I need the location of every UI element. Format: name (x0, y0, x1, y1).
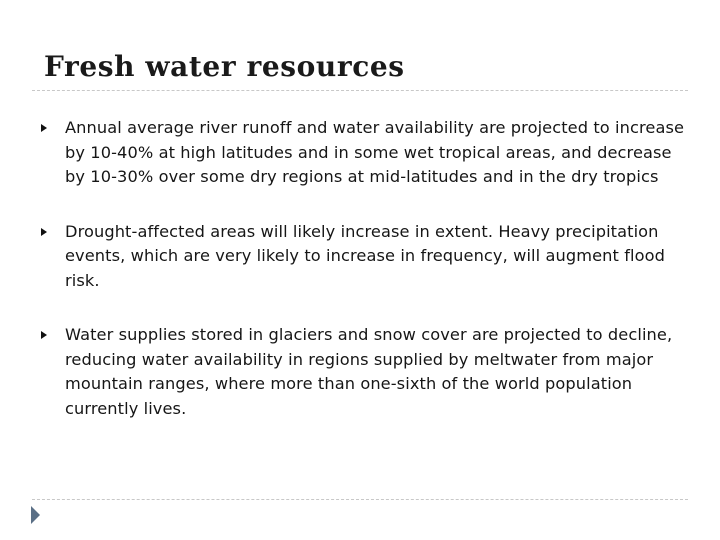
bullet-item (38, 323, 686, 421)
bullet-text: Drought-affected areas will likely increase in extent. Heavy precipitation events, which are very likely to increase in frequency, will augment flood risk. (65, 221, 665, 290)
bullet-item (38, 220, 686, 294)
bullet-text: Water supplies stored in glaciers and snow cover are projected to decline, reducing water availability in regions supplied by meltwater from major mountain ranges, where more than one-sixth of the world population currently lives. (65, 325, 673, 418)
bullet-text: Annual average river runoff and water availability are projected to increase by 10-40% at high latitudes and in some wet tropical areas, and decrease by 10-30% over some dry regions at mid-latitudes and in the dry tropics (65, 118, 685, 186)
triangle-bullet-icon (41, 228, 47, 236)
triangle-bullet-icon (41, 124, 47, 132)
footer-divider (32, 499, 688, 500)
bullet-item (38, 116, 686, 190)
slide-title: Fresh water resources (44, 50, 405, 83)
navigation-arrow-icon[interactable] (31, 506, 40, 524)
bullet-list (38, 116, 686, 451)
title-divider (32, 90, 688, 91)
triangle-bullet-icon (41, 331, 47, 339)
